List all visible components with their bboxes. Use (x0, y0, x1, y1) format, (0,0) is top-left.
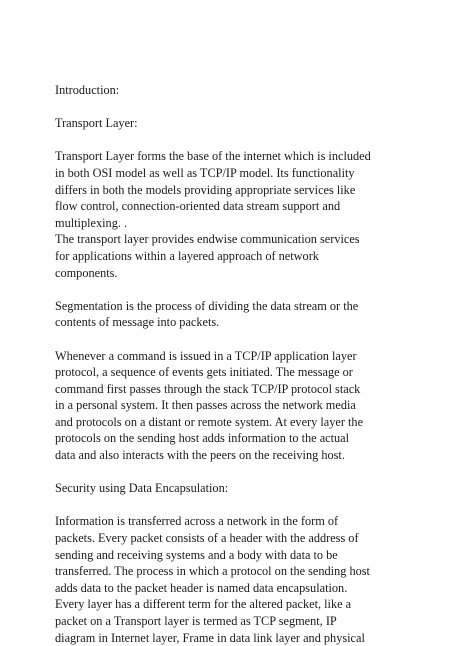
text-line: differs in both the models providing appropriate services like (55, 182, 356, 197)
spacer (55, 281, 445, 298)
text-line: components. (55, 265, 118, 280)
spacer (55, 99, 445, 116)
text-line: contents of message into packets. (55, 315, 220, 330)
text-line: command first passes through the stack TCP/IP protocol stack (55, 381, 361, 396)
paragraph-tcpip-events (55, 348, 445, 464)
text-line: diagram in Internet layer, Frame in data link layer and physical (55, 630, 365, 645)
text-line: The transport layer provides endwise communication services (55, 232, 360, 247)
text-line: Transport Layer forms the base of the internet which is included (55, 149, 371, 164)
heading-transport-layer: Transport Layer: (55, 116, 138, 131)
text-line: in both OSI model as well as TCP/IP model. Its functionality (55, 165, 355, 180)
text-line: adds data to the packet header is named data encapsulation. (55, 580, 348, 595)
text-line: and protocols on a distant or remote system. At every layer the (55, 414, 364, 429)
paragraph-data-encapsulation (55, 513, 445, 646)
text-line: Every layer has a different term for the altered packet, like a (55, 597, 352, 612)
text-line: data and also interacts with the peers on the receiving host. (55, 448, 345, 463)
text-line: flow control, connection-oriented data stream support and (55, 199, 341, 214)
spacer (55, 497, 445, 514)
document-page (55, 82, 445, 646)
paragraph-segmentation (55, 298, 445, 331)
text-line: packet on a Transport layer is termed as TCP segment, IP (55, 614, 337, 628)
text-line: transferred. The process in which a protocol on the sending host (55, 564, 370, 579)
spacer (55, 132, 445, 149)
text-line: in a personal system. It then passes across the network media (55, 398, 356, 413)
text-line: Whenever a command is issued in a TCP/IP application layer (55, 348, 357, 363)
text-line: Segmentation is the process of dividing the data stream or the (55, 298, 359, 313)
heading-introduction: Introduction: (55, 83, 120, 97)
text-line: for applications within a layered approach of network (55, 248, 319, 263)
text-line: Information is transferred across a network in the form of (55, 514, 339, 529)
spacer (55, 464, 445, 481)
text-line: protocols on the sending host adds information to the actual (55, 431, 350, 446)
heading-security: Security using Data Encapsulation: (55, 481, 229, 496)
text-line: packets. Every packet consists of a header with the address of (55, 531, 359, 546)
text-line: multiplexing. . (55, 215, 128, 230)
paragraph-transport-layer (55, 148, 445, 281)
text-line: sending and receiving systems and a body with data to be (55, 547, 338, 562)
text-line: protocol, a sequence of events gets initiated. The message or (55, 365, 353, 380)
spacer (55, 331, 445, 348)
